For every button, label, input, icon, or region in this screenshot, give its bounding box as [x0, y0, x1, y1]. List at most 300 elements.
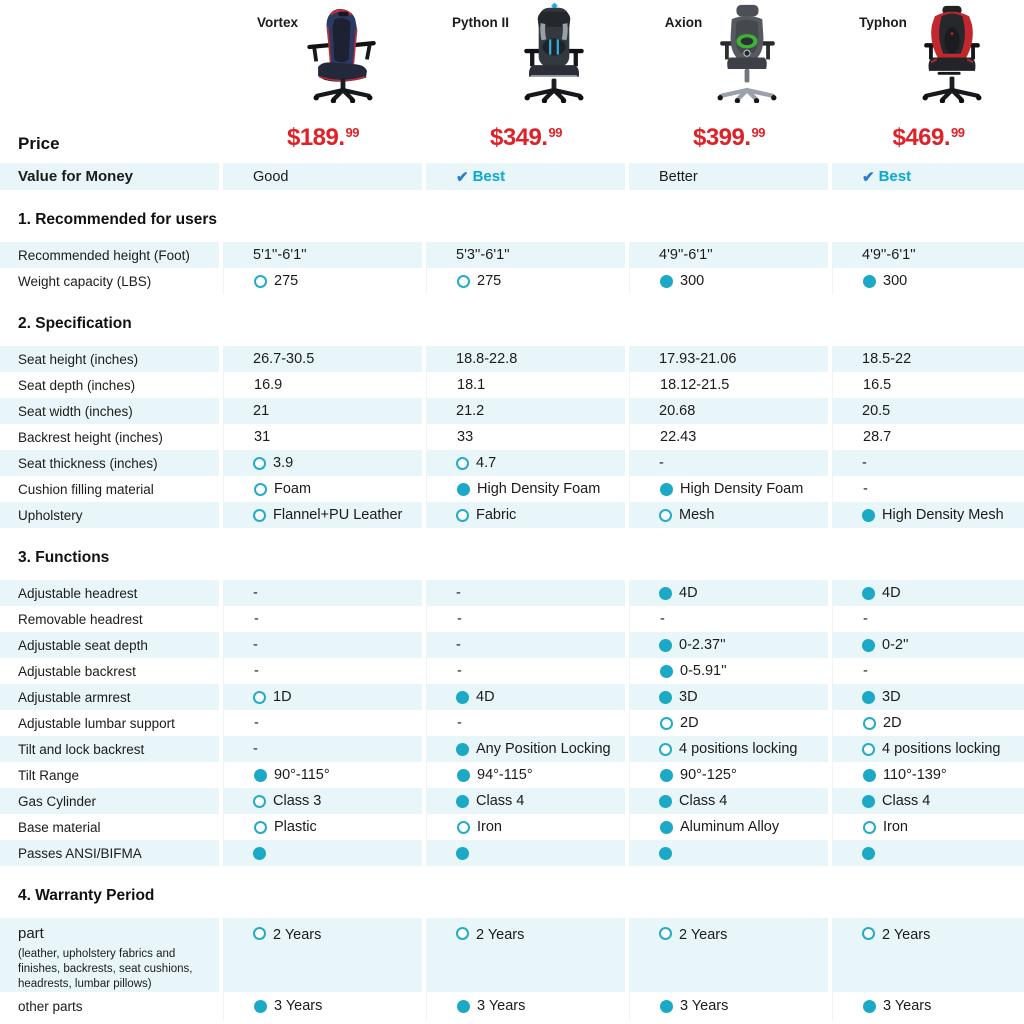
dot-filled-icon — [863, 1000, 876, 1013]
dot-filled-icon — [863, 769, 876, 782]
spec-cell — [426, 502, 625, 528]
product-name: Typhon — [859, 15, 907, 30]
spec-cell — [629, 606, 828, 632]
cell-value: - — [863, 663, 868, 679]
cell-value: 5'1''-6'1'' — [253, 247, 307, 263]
table-row — [0, 606, 1024, 632]
dot-open-icon — [862, 743, 875, 756]
spec-cell — [223, 268, 422, 294]
row-label-cell — [0, 992, 219, 1020]
dot-open-icon — [456, 457, 469, 470]
dot-open-icon — [457, 275, 470, 288]
cell-value: Class 4 — [679, 793, 728, 809]
spec-cell — [426, 658, 625, 684]
dot-filled-icon — [254, 1000, 267, 1013]
cell-value: 18.12-21.5 — [660, 377, 730, 393]
row-label-cell — [0, 346, 219, 372]
row-label: part — [18, 925, 44, 942]
row-label: Adjustable armrest — [18, 689, 131, 705]
table-row — [0, 632, 1024, 658]
cell-value: Good — [253, 168, 289, 185]
dot-open-icon — [659, 927, 672, 940]
spec-cell — [426, 242, 625, 268]
dot-open-icon — [863, 717, 876, 730]
product-header — [859, 0, 997, 120]
table-row — [0, 840, 1024, 866]
spec-cell — [223, 502, 422, 528]
table-row — [0, 814, 1024, 840]
cell-value: 3D — [679, 689, 698, 705]
row-label: Seat height (inches) — [18, 351, 139, 367]
cell-value: 31 — [254, 429, 271, 445]
cell-value: 26.7-30.5 — [253, 351, 315, 367]
cell-value: - — [863, 481, 868, 497]
cell-value: 110°-139° — [883, 767, 947, 783]
cell-value: Iron — [477, 819, 502, 835]
spec-cell — [832, 346, 1024, 372]
cell-value: 21.2 — [456, 403, 485, 419]
cell-value: 4'9''-6'1'' — [862, 247, 916, 263]
chair-axion-icon — [702, 2, 792, 104]
row-label-cell — [0, 242, 219, 268]
cell-value: 90°-115° — [274, 767, 330, 783]
spec-cell — [629, 840, 828, 866]
cell-value: 18.8-22.8 — [456, 351, 518, 367]
spec-cell — [629, 918, 828, 992]
cell-value: 3 Years — [883, 998, 932, 1014]
spec-cell — [629, 502, 828, 528]
spec-cell — [832, 398, 1024, 424]
check-icon: ✔ — [862, 168, 875, 186]
cell-value: Aluminum Alloy — [680, 819, 780, 835]
spec-cell — [223, 710, 422, 736]
cell-value: - — [254, 715, 259, 731]
price-line — [490, 120, 561, 156]
spec-cell — [426, 840, 625, 866]
row-label-cell — [0, 762, 219, 788]
spec-cell — [223, 736, 422, 762]
spec-cell — [223, 580, 422, 606]
spec-cell — [629, 450, 828, 476]
dot-filled-icon — [253, 847, 266, 860]
dot-open-icon — [253, 691, 266, 704]
dot-filled-icon — [457, 1000, 470, 1013]
cell-value: 2 Years — [476, 927, 525, 943]
product-price — [693, 124, 764, 152]
spec-cell — [223, 632, 422, 658]
row-label-cell — [0, 398, 219, 424]
cell-value: 275 — [477, 273, 502, 289]
spec-cell — [223, 840, 422, 866]
row-label-cell — [0, 840, 219, 866]
cell-value: Fabric — [476, 507, 517, 523]
dot-filled-icon — [863, 275, 876, 288]
table-row — [0, 710, 1024, 736]
dot-filled-icon — [862, 691, 875, 704]
row-label: Tilt Range — [18, 767, 80, 783]
dot-open-icon — [253, 457, 266, 470]
row-label-cell — [0, 268, 219, 294]
table-row — [0, 762, 1024, 788]
spec-cell — [223, 163, 422, 190]
spec-cell — [223, 424, 422, 450]
cell-value: 21 — [253, 403, 270, 419]
row-label-cell — [0, 918, 219, 992]
cell-value: - — [457, 715, 462, 731]
spec-cell — [832, 372, 1024, 398]
spec-cell — [426, 424, 625, 450]
cell-value: Foam — [274, 481, 312, 497]
dot-open-icon — [863, 821, 876, 834]
row-label: Upholstery — [18, 507, 83, 523]
row-label-cell — [0, 580, 219, 606]
section-title: 3. Functions — [18, 549, 110, 566]
cell-value: 22.43 — [660, 429, 697, 445]
spec-cell — [832, 684, 1024, 710]
spec-cell — [629, 476, 828, 502]
dot-open-icon — [253, 927, 266, 940]
table-row — [0, 658, 1024, 684]
table-row — [0, 788, 1024, 814]
dot-open-icon — [659, 743, 672, 756]
row-label-cell — [0, 606, 219, 632]
section-title: 2. Specification — [18, 315, 132, 332]
spec-cell — [629, 398, 828, 424]
spec-cell — [629, 736, 828, 762]
price-dollars: $189. — [286, 124, 345, 151]
table-row — [0, 918, 1024, 992]
row-label: Value for Money — [18, 168, 134, 185]
cell-value: - — [456, 637, 461, 653]
product-header — [665, 0, 793, 120]
row-label-cell — [0, 736, 219, 762]
cell-value: 275 — [274, 273, 299, 289]
cell-value: - — [253, 585, 258, 601]
row-label-cell — [0, 502, 219, 528]
spec-cell — [629, 580, 828, 606]
cell-value: High Density Foam — [477, 481, 601, 497]
spec-cell — [832, 268, 1024, 294]
cell-value: - — [253, 637, 258, 653]
row-label: Adjustable headrest — [18, 585, 138, 601]
cell-value: 20.68 — [659, 403, 696, 419]
spec-cell — [832, 992, 1024, 1020]
chair-python-icon — [509, 2, 599, 104]
cell-value: - — [457, 611, 462, 627]
cell-value: 18.5-22 — [862, 351, 912, 367]
dot-filled-icon — [659, 795, 672, 808]
cell-value: 3.9 — [273, 455, 294, 471]
row-label-cell — [0, 372, 219, 398]
spec-cell — [629, 268, 828, 294]
spec-cell — [832, 476, 1024, 502]
spec-cell — [426, 580, 625, 606]
price-cents: 99 — [751, 125, 766, 140]
spec-cell — [629, 242, 828, 268]
row-label: Adjustable lumbar support — [18, 715, 175, 731]
dot-open-icon — [456, 927, 469, 940]
cell-value: - — [253, 741, 258, 757]
dot-filled-icon — [660, 1000, 673, 1013]
spec-cell — [832, 163, 1024, 190]
table-row — [0, 476, 1024, 502]
spec-cell — [832, 424, 1024, 450]
spec-cell — [223, 918, 422, 992]
cell-value: 4 positions locking — [679, 741, 798, 757]
dot-filled-icon — [456, 847, 469, 860]
dot-filled-icon — [254, 769, 267, 782]
spec-cell — [223, 242, 422, 268]
cell-value: High Density Mesh — [882, 507, 1004, 523]
spec-cell — [629, 788, 828, 814]
dot-filled-icon — [456, 795, 469, 808]
spec-cell — [629, 762, 828, 788]
spec-cell — [426, 606, 625, 632]
price-line — [892, 120, 963, 156]
product-column — [832, 0, 1024, 163]
dot-filled-icon — [660, 665, 673, 678]
dot-filled-icon — [862, 847, 875, 860]
dot-filled-icon — [457, 769, 470, 782]
row-sublabel: (leather, upholstery fabrics and finishes, backrests, seat cushions, headrests, lumbar pillows) — [18, 948, 193, 990]
dot-open-icon — [862, 927, 875, 940]
check-icon: ✔ — [456, 168, 469, 186]
product-price — [490, 124, 561, 152]
spec-cell — [223, 814, 422, 840]
spec-cell — [832, 632, 1024, 658]
spec-cell — [426, 992, 625, 1020]
row-label-cell — [0, 814, 219, 840]
dot-filled-icon — [660, 483, 673, 496]
cell-value: - — [659, 455, 664, 471]
row-label: Adjustable seat depth — [18, 637, 148, 653]
section-title: 1. Recommended for users — [18, 211, 217, 228]
dot-filled-icon — [456, 743, 469, 756]
table-row — [0, 580, 1024, 606]
table-row — [0, 992, 1024, 1020]
spec-cell — [223, 476, 422, 502]
cell-value: - — [457, 663, 462, 679]
row-label: Backrest height (inches) — [18, 429, 163, 445]
cell-value: 3D — [882, 689, 901, 705]
dot-filled-icon — [659, 691, 672, 704]
comparison-header — [0, 0, 1024, 163]
cell-value: Class 4 — [882, 793, 931, 809]
product-name: Axion — [664, 15, 703, 30]
cell-value: Better — [659, 168, 698, 185]
price-row-label-cell — [0, 0, 219, 163]
dot-open-icon — [457, 821, 470, 834]
cell-value: 3 Years — [680, 998, 729, 1014]
row-label: Gas Cylinder — [18, 793, 97, 809]
spec-cell — [223, 450, 422, 476]
cell-value: 90°-125° — [680, 767, 737, 783]
dot-filled-icon — [659, 587, 672, 600]
cell-value: 2D — [680, 715, 699, 731]
cell-value: Class 3 — [273, 793, 322, 809]
row-label-cell — [0, 450, 219, 476]
cell-value: 33 — [457, 429, 474, 445]
table-row — [0, 398, 1024, 424]
spec-cell — [832, 814, 1024, 840]
product-column — [629, 0, 828, 163]
table-row — [0, 502, 1024, 528]
spec-cell — [426, 788, 625, 814]
product-price — [892, 124, 963, 152]
spec-cell — [629, 632, 828, 658]
dot-open-icon — [254, 483, 267, 496]
product-name: Python II — [452, 15, 509, 30]
cell-value: Best — [472, 168, 506, 185]
dot-open-icon — [253, 795, 266, 808]
spec-cell — [426, 372, 625, 398]
cell-value: - — [862, 455, 867, 471]
spec-cell — [426, 684, 625, 710]
spec-cell — [426, 918, 625, 992]
table-row — [0, 242, 1024, 268]
cell-value: 0-2'' — [882, 637, 909, 653]
row-label: Seat width (inches) — [18, 403, 133, 419]
spec-cell — [223, 658, 422, 684]
table-row — [0, 450, 1024, 476]
price-cents: 99 — [951, 125, 965, 140]
cell-value: 0-5.91'' — [680, 663, 727, 679]
spec-cell — [426, 762, 625, 788]
cell-value: 16.5 — [863, 377, 892, 393]
spec-cell — [426, 710, 625, 736]
cell-value: 5'3''-6'1'' — [456, 247, 510, 263]
product-column — [223, 0, 422, 163]
cell-value: Flannel+PU Leather — [273, 507, 403, 523]
cell-value: 3 Years — [274, 998, 323, 1014]
price-dollars: $399. — [692, 124, 751, 151]
spec-cell — [223, 788, 422, 814]
dot-filled-icon — [456, 691, 469, 704]
spec-cell — [223, 684, 422, 710]
table-row — [0, 424, 1024, 450]
cell-value: 2D — [883, 715, 902, 731]
spec-cell — [832, 580, 1024, 606]
row-label-cell — [0, 658, 219, 684]
spec-cell — [223, 346, 422, 372]
row-label-cell — [0, 163, 219, 190]
price-line — [287, 120, 358, 156]
price-cents: 99 — [548, 125, 563, 140]
spec-cell — [426, 476, 625, 502]
table-row — [0, 372, 1024, 398]
cell-value: 94°-115° — [477, 767, 533, 783]
price-dollars: $349. — [489, 124, 548, 151]
dot-open-icon — [254, 821, 267, 834]
price-line — [693, 120, 764, 156]
product-column — [426, 0, 625, 163]
comparison-table — [0, 163, 1024, 1020]
cell-value: Any Position Locking — [476, 741, 611, 757]
spec-cell — [426, 398, 625, 424]
row-label: Seat thickness (inches) — [18, 455, 158, 471]
cell-value: 2 Years — [679, 927, 728, 943]
dot-open-icon — [660, 717, 673, 730]
spec-cell — [832, 658, 1024, 684]
row-label-cell — [0, 476, 219, 502]
table-row — [0, 268, 1024, 294]
table-row — [0, 346, 1024, 372]
spec-cell — [223, 398, 422, 424]
spec-cell — [629, 372, 828, 398]
section-title: 4. Warranty Period — [18, 887, 155, 904]
row-label: Base material — [18, 819, 101, 835]
spec-cell — [223, 762, 422, 788]
dot-filled-icon — [659, 639, 672, 652]
row-label: Recommended height (Foot) — [18, 247, 190, 263]
dot-filled-icon — [660, 769, 673, 782]
row-label: Passes ANSI/BIFMA — [18, 845, 142, 861]
cell-value: 18.1 — [457, 377, 486, 393]
spec-cell — [426, 814, 625, 840]
cell-value: 4D — [476, 689, 495, 705]
spec-cell — [426, 346, 625, 372]
cell-value: 2 Years — [273, 927, 322, 943]
row-label: Cushion filling material — [18, 481, 154, 497]
price-row-label: Price — [18, 134, 60, 153]
cell-value: - — [254, 663, 259, 679]
cell-value: Iron — [883, 819, 908, 835]
dot-filled-icon — [862, 509, 875, 522]
cell-value: 17.93-21.06 — [659, 351, 737, 367]
cell-value: 4.7 — [476, 455, 497, 471]
dot-filled-icon — [457, 483, 470, 496]
cell-value: Class 4 — [476, 793, 525, 809]
spec-cell — [832, 918, 1024, 992]
price-cents: 99 — [345, 125, 360, 140]
spec-cell — [629, 658, 828, 684]
cell-value: Best — [878, 168, 912, 185]
cell-value: 4 positions locking — [882, 741, 1001, 757]
spec-cell — [629, 346, 828, 372]
spec-cell — [832, 710, 1024, 736]
spec-cell — [426, 736, 625, 762]
row-label: other parts — [18, 998, 83, 1014]
dot-filled-icon — [660, 275, 673, 288]
spec-cell — [832, 450, 1024, 476]
spec-cell — [426, 268, 625, 294]
chair-vortex-icon — [298, 2, 388, 104]
cell-value: 4D — [679, 585, 698, 601]
dot-filled-icon — [862, 639, 875, 652]
cell-value: 300 — [883, 273, 908, 289]
spec-cell — [832, 788, 1024, 814]
row-label-cell — [0, 788, 219, 814]
cell-value: 3 Years — [477, 998, 526, 1014]
spec-cell — [223, 992, 422, 1020]
cell-value: 4'9''-6'1'' — [659, 247, 713, 263]
cell-value: 20.5 — [862, 403, 891, 419]
cell-value: 16.9 — [254, 377, 283, 393]
spec-cell — [832, 736, 1024, 762]
cell-value: 0-2.37'' — [679, 637, 726, 653]
product-name: Vortex — [256, 15, 298, 30]
cell-value: - — [254, 611, 259, 627]
spec-cell — [629, 710, 828, 736]
dot-open-icon — [253, 509, 266, 522]
table-row — [0, 736, 1024, 762]
dot-filled-icon — [660, 821, 673, 834]
row-label-cell — [0, 684, 219, 710]
dot-open-icon — [659, 509, 672, 522]
cell-value: 4D — [882, 585, 901, 601]
cell-value: Mesh — [679, 507, 715, 523]
dot-filled-icon — [862, 795, 875, 808]
